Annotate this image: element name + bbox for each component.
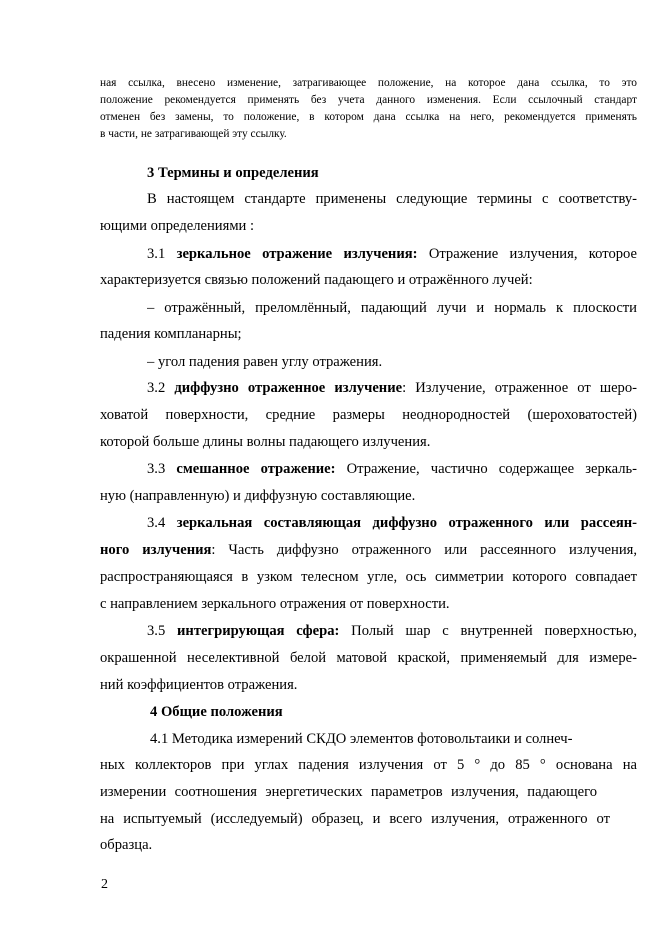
term-3-3-line-1: 3.3 смешанное отражение: Отражение, частично содержащее зеркаль- [147, 461, 637, 477]
section-4-line-5: образца. [100, 837, 153, 853]
section-4-line-4: на испытуемый (исследуемый) образец, и всего излучения, отраженного от [100, 811, 610, 827]
term-3-1-bullet-2: – угол падения равен углу отражения. [147, 354, 383, 370]
term-3-1-line-2: характеризуется связью положений падающего и отражённого лучей: [100, 272, 533, 288]
term-3-3-line-2: ную (направленную) и диффузную составляющие. [100, 488, 416, 504]
section-3-intro-2: ющими определениями : [100, 218, 255, 234]
term-3-5-line-3: ний коэффициентов отражения. [100, 677, 298, 693]
term-3-5-line-2: окрашенной неселективной белой матовой краской, применяемый для измере- [100, 650, 637, 666]
term-3-4-line-2: ного излучения: Часть диффузно отраженного или рассеянного излучения, [100, 542, 637, 558]
note-line-3: отменен без замены, то положение, в котором дана ссылка на него, рекомендуется применять [100, 111, 637, 123]
section-4-line-2: ных коллекторов при углах падения излучения от 5 ° до 85 ° основана на [100, 757, 637, 773]
term-3-2-line-3: которой больше длины волны падающего излучения. [100, 434, 431, 450]
term-3-1-line-1: 3.1 зеркальное отражение излучения: Отражение излучения, которое [147, 246, 637, 262]
section-4-line-1: 4.1 Методика измерений СКДО элементов фотовольтаики и солнеч- [150, 731, 573, 747]
term-3-1-bullet-1a: – отражённый, преломлённый, падающий лучи и нормаль к плоскости [147, 300, 637, 316]
page-number: 2 [101, 877, 108, 892]
section-3-intro-1: В настоящем стандарте применены следующие термины с соответству- [147, 191, 637, 207]
section-4-heading: 4 Общие положения [150, 704, 283, 720]
term-3-4-line-4: с направлением зеркального отражения от поверхности. [100, 596, 450, 612]
term-3-4-line-1: 3.4 зеркальная составляющая диффузно отраженного или рассеян- [147, 515, 637, 531]
term-3-2-line-1: 3.2 диффузно отраженное излучение: Излучение, отраженное от шеро- [147, 380, 637, 396]
note-line-4: в части, не затрагивающей эту ссылку. [100, 128, 287, 140]
section-3-heading: 3 Термины и определения [147, 165, 319, 181]
section-4-line-3: измерении соотношения энергетических параметров излучения, падающего [100, 784, 597, 800]
term-3-4-line-3: распространяющаяся в узком телесном угле, ось симметрии которого совпадает [100, 569, 637, 585]
term-3-5-line-1: 3.5 интегрирующая сфера: Полый шар с внутренней поверхностью, [147, 623, 637, 639]
note-line-1: ная ссылка, внесено изменение, затрагивающее положение, на которое дана ссылка, то это [100, 77, 637, 89]
term-3-1-bullet-1b: падения компланарны; [100, 326, 242, 342]
term-3-2-line-2: ховатой поверхности, средние размеры неоднородностей (шероховатостей) [100, 407, 637, 423]
note-line-2: положение рекомендуется применять без учета данного изменения. Если ссылочный стандарт [100, 94, 637, 106]
